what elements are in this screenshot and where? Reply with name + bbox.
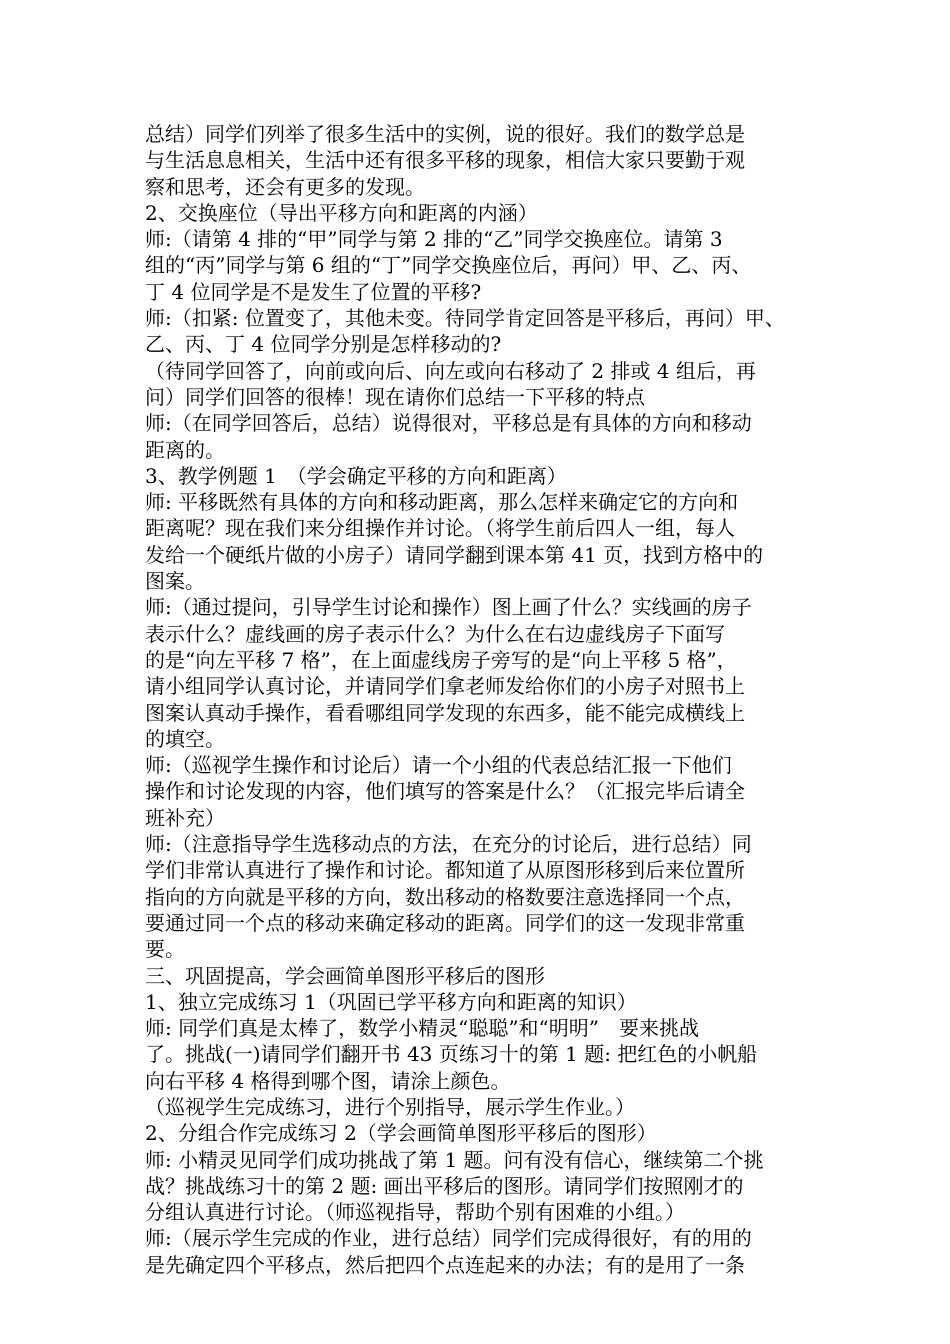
document-body [145,121,810,1278]
text-line: 师:（在同学回答后，总结）说得很对，平移总是有具体的方向和移动 [145,411,752,436]
text-line: 班补充） [145,805,225,830]
text-line: 是先确定四个平移点，然后把四个点连起来的办法；有的是用了一条 [145,1252,745,1277]
text-line: 2、交换座位（导出平移方向和距离的内涵） [145,200,538,225]
text-line: 师: 同学们真是太棒了，数学小精灵“聪聪”和“明明” 要来挑战 [145,1016,699,1041]
text-line: 向右平移 4 格得到哪个图，请涂上颜色。 [145,1068,511,1093]
text-line: 师:（请第 4 排的“甲”同学与第 2 排的“乙”同学交换座位。请第 3 [145,227,723,252]
text-line: 师:（注意指导学生选移动点的方法，在充分的讨论后，进行总结）同 [145,832,752,857]
text-line: （待同学回答了，向前或向后、向左或向右移动了 2 排或 4 组后，再 [145,358,756,383]
text-line: 师:（巡视学生操作和讨论后）请一个小组的代表总结汇报一下他们 [145,753,732,778]
text-line: 总结）同学们列举了很多生活中的实例，说的很好。我们的数学总是 [145,122,745,146]
text-line: 组的“丙”同学与第 6 组的“丁”同学交换座位后，再问）甲、乙、丙、 [145,253,752,278]
text-line: 三、巩固提高，学会画简单图形平移后的图形 [145,963,545,988]
text-line: 操作和讨论发现的内容，他们填写的答案是什么？（汇报完毕后请全 [145,779,745,804]
text-line: 问）同学们回答的很棒！现在请你们总结一下平移的特点 [145,384,645,409]
text-line: 图案认真动手操作，看看哪组同学发现的东西多，能不能完成横线上 [145,700,745,725]
text-line: 指向的方向就是平移的方向，数出移动的格数要注意选择同一个点， [145,884,745,909]
text-line: 学们非常认真进行了操作和讨论。都知道了从原图形移到后来位置所 [145,858,745,883]
text-line: 表示什么？虚线画的房子表示什么？为什么在右边虚线房子下面写 [145,621,725,646]
text-line: 要。 [145,937,185,962]
text-line: 战？挑战练习十的第 2 题: 画出平移后的图形。请同学们按照刚才的 [145,1173,744,1198]
text-line: 发给一个硬纸片做的小房子）请同学翻到课本第 41 页，找到方格中的 [145,542,764,567]
text-line: 乙、丙、丁 4 位同学分别是怎样移动的? [145,332,502,357]
text-line: 分组认真进行讨论。（师巡视指导，帮助个别有困难的小组。） [145,1200,685,1225]
text-line: 的填空。 [145,726,225,751]
text-line: 师:（展示学生完成的作业，进行总结）同学们完成得很好，有的用的 [145,1226,752,1251]
text-line: 要通过同一个点的移动来确定移动的距离。同学们的这一发现非常重 [145,910,745,935]
text-line: 师:（通过提问，引导学生讨论和操作）图上画了什么？实线画的房子 [145,595,752,620]
text-line: 察和思考，还会有更多的发现。 [145,174,425,199]
text-line: 距离呢？现在我们来分组操作并讨论。（将学生前后四人一组，每人 [145,516,735,541]
text-line: 的是“向左平移 7 格”，在上面虚线房子旁写的是“向上平移 5 格”， [145,647,737,672]
text-line: 图案。 [145,569,205,594]
text-line: 请小组同学认真讨论，并请同学们拿老师发给你们的小房子对照书上 [145,674,745,699]
text-line: （巡视学生完成练习，进行个别指导，展示学生作业。） [145,1094,635,1119]
text-line: 2、分组合作完成练习 2（学会画简单图形平移后的图形） [145,1121,657,1146]
text-line: 距离的。 [145,437,225,462]
text-line: 师: 小精灵见同学们成功挑战了第 1 题。问有没有信心，继续第二个挑 [145,1147,764,1172]
text-line: 与生活息息相关，生活中还有很多平移的现象，相信大家只要勤于观 [145,148,745,173]
text-line: 师:（扣紧: 位置变了，其他未变。待同学肯定回答是平移后，再问）甲、 [145,306,785,331]
text-line: 了。挑战(一)请同学们翻开书 43 页练习十的第 1 题: 把红色的小帆船 [145,1042,758,1067]
text-line: 丁 4 位同学是不是发生了位置的平移? [145,279,482,304]
text-line: 3、教学例题 1 （学会确定平移的方向和距离） [145,463,567,488]
text-line: 师: 平移既然有具体的方向和移动距离，那么怎样来确定它的方向和 [145,490,739,515]
text-line: 1、独立完成练习 1（巩固已学平移方向和距离的知识） [145,989,637,1014]
